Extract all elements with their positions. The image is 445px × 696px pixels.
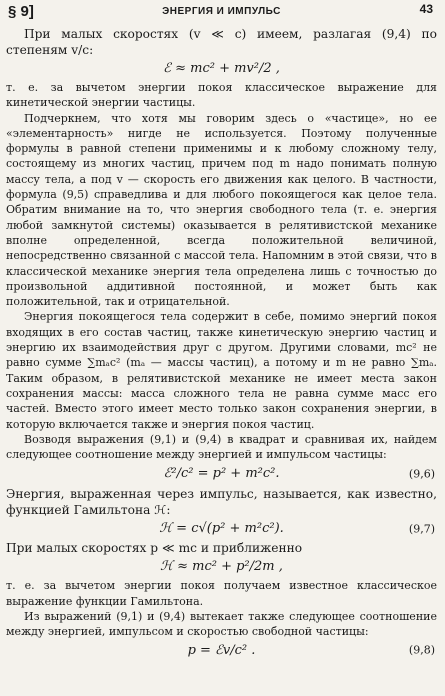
paragraph-8: т. е. за вычетом энергии покоя получаем известное классическое выражение функции Гамильтона. xyxy=(6,579,437,608)
paragraph-5: Возводя выражения (9,1) и (9,4) в квадрат и сравнивая их, найдем следующее соотношение между энергией и импульсом частицы: xyxy=(6,432,437,462)
paragraph-9: Из выражений (9,1) и (9,4) вытекает также следующее соотношение между энергией, импульсом и скоростью свободной частицы: xyxy=(6,610,437,639)
equation-text: ℋ ≈ mc² + p²/2m , xyxy=(160,559,283,575)
equation-hamilton-approx xyxy=(6,559,437,574)
paragraph-1: При малых скоростях (v ≪ c) имеем, разлагая (9,4) по степеням v/c: xyxy=(6,27,437,57)
paragraph-3: Подчеркнем, что хотя мы говорим здесь о «частице», но ее «элементарность» нигде не используется. Поэтому полученные формулы в равной степени применимы и к любому сложному телу, состоящему из многих частиц, причем под m надо понимать полную массу тела, а под v — скорость его движения как целого. В частности, формула (9,5) справедлива и для любого покоящегося как целое тела. Обратим внимание на то, что энергия свободного тела (т. е. энергия любой замкнутой системы) оказывается в релятивистской механике вполне определенной, всегда положительной величиной, непосредственно связанной с массой тела. Напомним в этой связи, что в классической механике энергия тела определена лишь с точностью до произвольной аддитивной постоянной, и может быть как положительной, так и отрицательной. xyxy=(6,111,437,309)
paragraph-4: Энергия покоящегося тела содержит в себе, помимо энергий покоя входящих в его состав частиц, также кинетическую энергию частиц и энергию их взаимодействия друг с другом. Другими словами, mc² не равно сумме ∑mₐc² (mₐ — массы частиц), а потому и m не равно ∑mₐ. Таким образом, в релятивистской механике не имеет места закон сохранения массы: масса сложного тела не равна сумме масс его частей. Вместо этого имеет место только закон сохранения энергии, в которую включается также и энергия покоя частиц. xyxy=(6,310,437,431)
running-header xyxy=(6,0,437,26)
equation-kinetic xyxy=(6,61,437,76)
equation-9-8 xyxy=(6,643,437,658)
paragraph-7: При малых скоростях p ≪ mc и приближенно xyxy=(6,541,303,556)
paragraph-6: Энергия, выраженная через импульс, называется, как известно, функцией Гамильтона ℋ: xyxy=(6,487,437,518)
section-number: § 9] xyxy=(8,3,34,20)
equation-text: ℰ²/c² = p² + m²c². xyxy=(163,466,280,482)
equation-text: p = ℰv/c² . xyxy=(187,642,256,658)
equation-text: ℰ ≈ mc² + mv²/2 , xyxy=(163,61,280,76)
page-number: 43 xyxy=(419,2,433,16)
paragraph-2: т. е. за вычетом энергии покоя классическое выражение для кинетической энергии частицы. xyxy=(6,81,437,110)
equation-9-6 xyxy=(6,466,437,481)
equation-number: (9,7) xyxy=(408,522,435,536)
equation-text: ℋ = c√(p² + m²c²). xyxy=(159,521,284,537)
running-title: ЭНЕРГИЯ И ИМПУЛЬС xyxy=(162,6,281,17)
equation-9-7 xyxy=(6,521,437,536)
equation-number: (9,8) xyxy=(408,643,435,657)
equation-number: (9,6) xyxy=(408,467,435,481)
